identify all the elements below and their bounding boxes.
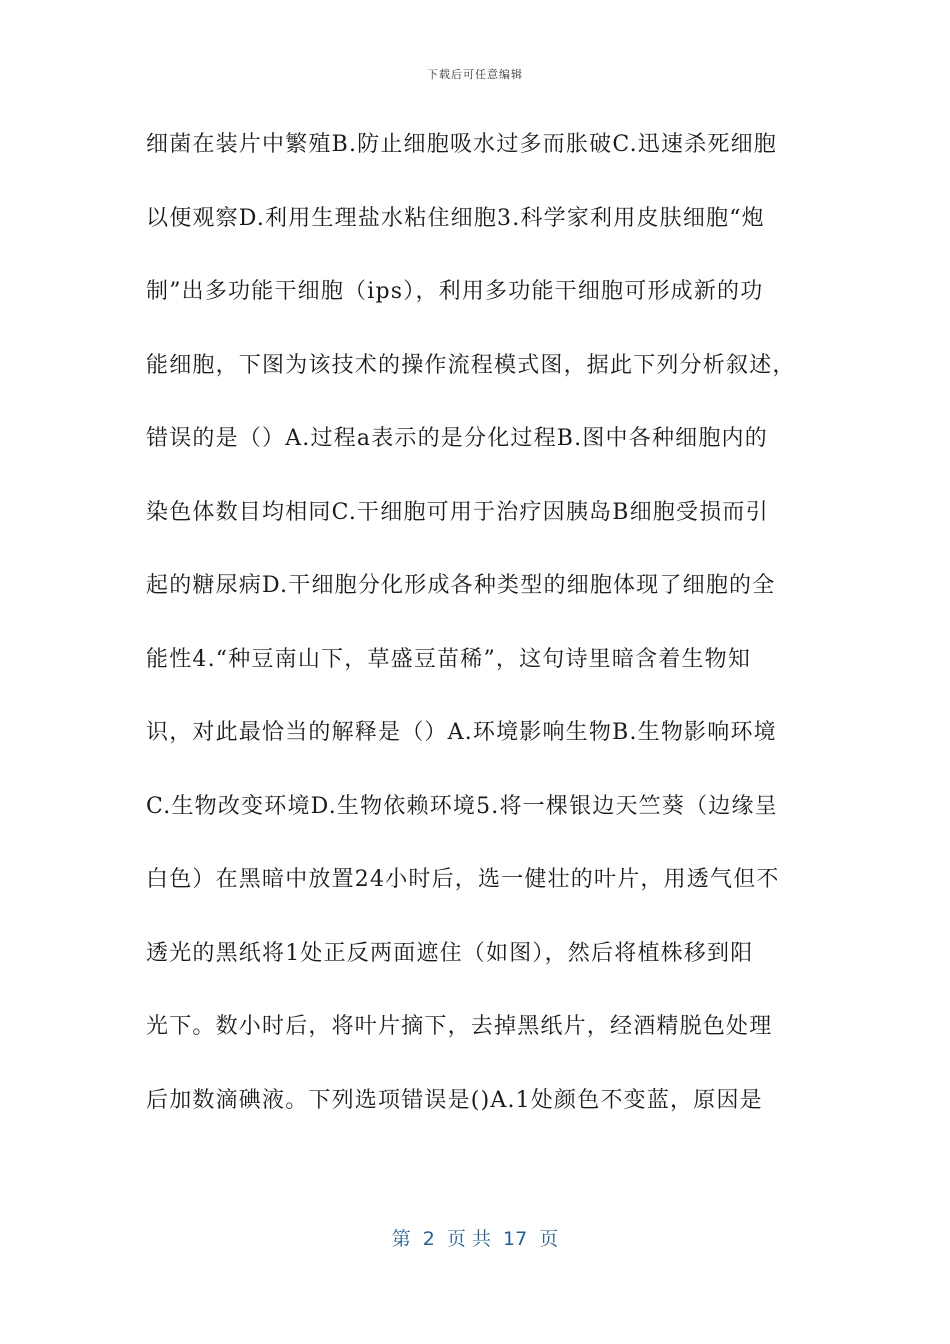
text-line: 光下。数小时后，将叶片摘下，去掉黑纸片，经酒精脱色处理 bbox=[146, 1014, 773, 1039]
text-line: 以便观察D.利用生理盐水粘住细胞3.科学家利用皮肤细胞“炮 bbox=[146, 205, 765, 231]
text-line: 细菌在装片中繁殖B.防止细胞吸水过多而胀破C.迅速杀死细胞 bbox=[146, 132, 778, 157]
text-line: 透光的黑纸将1处正反两面遮住（如图），然后将植株移到阳 bbox=[146, 940, 754, 966]
text-line: 能性4.“种豆南山下，草盛豆苗稀”，这句诗里暗含着生物知 bbox=[146, 646, 752, 672]
text-line: 错误的是（）A.过程a表示的是分化过程B.图中各种细胞内的 bbox=[146, 426, 768, 451]
text-line: 后加数滴碘液。下列选项错误是()A.1处颜色不变蓝，原因是 bbox=[146, 1087, 763, 1113]
header-note: 下载后可任意编辑 bbox=[427, 68, 523, 81]
text-line: 起的糖尿病D.干细胞分化形成各种类型的细胞体现了细胞的全 bbox=[146, 573, 776, 598]
text-line: C.生物改变环境D.生物依赖环境5.将一棵银边天竺葵（边缘呈 bbox=[146, 793, 778, 819]
text-line: 染色体数目均相同C.干细胞可用于治疗因胰岛B细胞受损而引 bbox=[146, 499, 769, 525]
page-number-footer: 第 2 页 共 17 页 bbox=[391, 1228, 559, 1250]
text-line: 识，对此最恰当的解释是（）A.环境影响生物B.生物影响环境 bbox=[146, 720, 777, 745]
text-line: 能细胞，下图为该技术的操作流程模式图，据此下列分析叙述， bbox=[146, 352, 796, 378]
text-line: 制”出多功能干细胞（ips），利用多功能干细胞可形成新的功 bbox=[146, 279, 764, 304]
text-line: 白色）在黑暗中放置24小时后，选一健壮的叶片，用透气但不 bbox=[146, 867, 780, 892]
document-body bbox=[146, 119, 806, 1148]
